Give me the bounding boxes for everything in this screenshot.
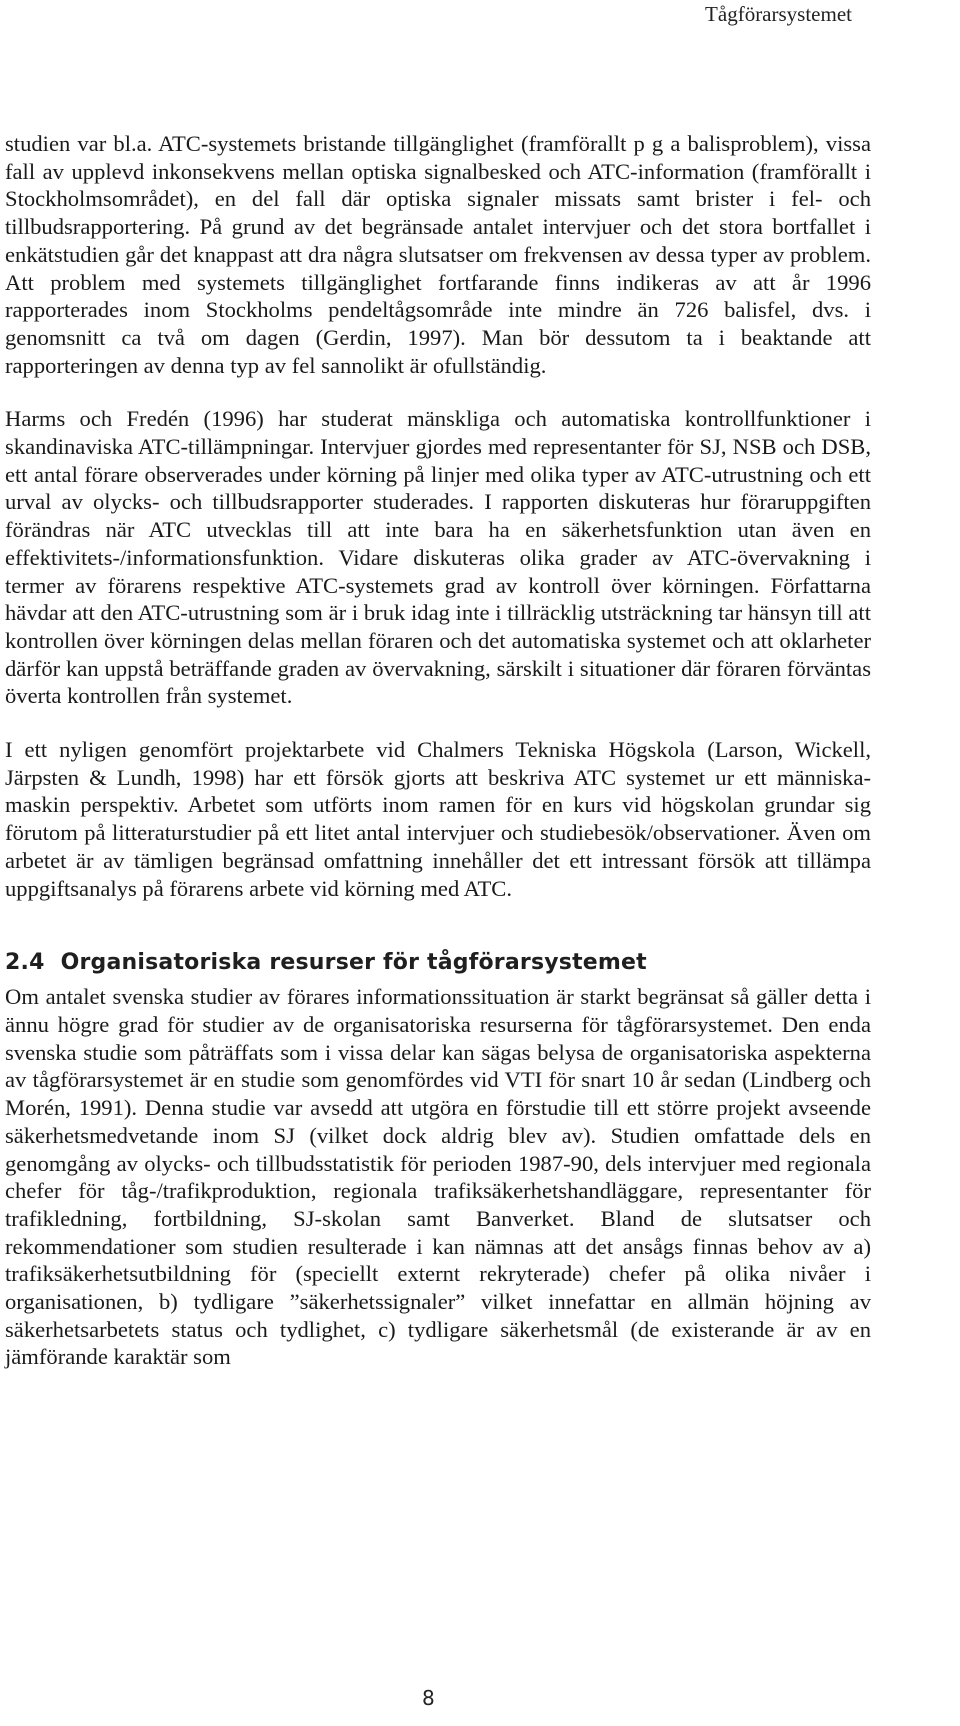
- paragraph-atc-study-findings: studien var bl.a. ATC-systemets bristande tillgänglighet (framförallt p g a balisproblem), vissa fall av upplevd inkonsekvens mellan optiska signalbesked och ATC-information (framförallt i Stockholmsområdet), en del fall där optiska signaler missats samt brister i fel- och tillbudsrapportering. På grund av det begränsade antalet intervjuer och det stora bortfallet i enkätstudien går det knappast att dra några slutsatser om frekvensen av dessa typer av problem. Att problem med systemets tillgänglighet fortfarande finns indikeras av att år 1996 rapporterades inom Stockholms pendeltågsområde inte mindre än 726 balisfel, dvs. i genomsnitt ca två om dagen (Gerdin, 1997). Man bör dessutom ta i beaktande att rapporteringen av denna typ av fel sannolikt är ofullständig.: [5, 131, 871, 378]
- section-heading: [5, 950, 871, 975]
- section-number: 2.4: [5, 950, 45, 976]
- paragraph-organisational-resources: Om antalet svenska studier av förares informationssituation är starkt begränsat så gäller detta i ännu högre grad för studier av de organisatoriska resurserna för tågförarsystemet. Den enda svenska studie som påträffats som i vissa delar kan sägas belysa de organisatoriska aspekterna av tågförarsystemet är en studie som genomfördes vid VTI för snart 10 år sedan (Lindberg och Morén, 1991). Denna studie var avsedd att utgöra en förstudie till ett större projekt avseende säkerhetsmedvetande inom SJ (vilket dock aldrig blev av). Studien omfattade dels en genomgång av olycks- och tillbudsstatistik för perioden 1987-90, dels intervjuer med regionala chefer för tåg-/trafikproduktion, regionala trafiksäkerhetshandläggare, representanter för trafikledning, fortbildning, SJ-skolan samt Banverket. Bland de slutsatser och rekommendationer som studien resulterade i kan nämnas att det ansågs finnas behov av a) trafiksäkerhetsutbildning för (speciellt externt rekryterade) chefer på olika nivåer i organisationen, b) tydligare ”säkerhetssignaler” vilket innefattar en allmän höjning av säkerhetsarbetets status och tydlighet, c) tydligare säkerhetsmål (de existerande är av en jämförande karaktär som: [5, 984, 871, 1370]
- document-body: [5, 130, 871, 1371]
- paragraph-harms-freden: Harms och Fredén (1996) har studerat mänskliga och automatiska kontrollfunktioner i skandinaviska ATC-tillämpningar. Intervjuer gjordes med representanter för SJ, NSB och DSB, ett antal förare observerades under körning på linjer med olika typer av ATC-utrustning och ett urval av olycks- och tillbudsrapporter studerades. I rapporten diskuteras hur föraruppgiften förändras när ATC utvecklas till att inte bara ha en säkerhetsfunktion utan även en effektivitets-/informationsfunktion. Vidare diskuteras olika grader av ATC-övervakning i termer av förarens respektive ATC-systemets grad av kontroll över körningen. Författarna hävdar att den ATC-utrustning som är i bruk idag inte i tillräcklig utsträckning tar hänsyn till att kontrollen över körningen delas mellan föraren och det automatiska systemet och att oklarheter därför kan uppstå beträffande graden av övervakning, särskilt i situationer där föraren förväntas överta kontrollen från systemet.: [5, 406, 871, 709]
- paragraph-chalmers-project: I ett nyligen genomfört projektarbete vid Chalmers Tekniska Högskola (Larson, Wickell, Järpsten & Lundh, 1998) har ett försök gjorts att beskriva ATC systemet ur ett människa-maskin perspektiv. Arbetet som utförts inom ramen för en kurs vid högskolan grundar sig förutom på litteraturstudier på ett litet antal intervjuer och studiebesök/observationer. Även om arbetet är av tämligen begränsad omfattning innehåller det ett intressant försök att tillämpa uppgiftsanalys på förarens arbete vid körning med ATC.: [5, 737, 871, 901]
- page-number: 8: [422, 1686, 435, 1710]
- running-header: Tågförarsystemet: [705, 2, 852, 26]
- section-title: Organisatoriska resurser för tågförarsystemet: [60, 950, 647, 976]
